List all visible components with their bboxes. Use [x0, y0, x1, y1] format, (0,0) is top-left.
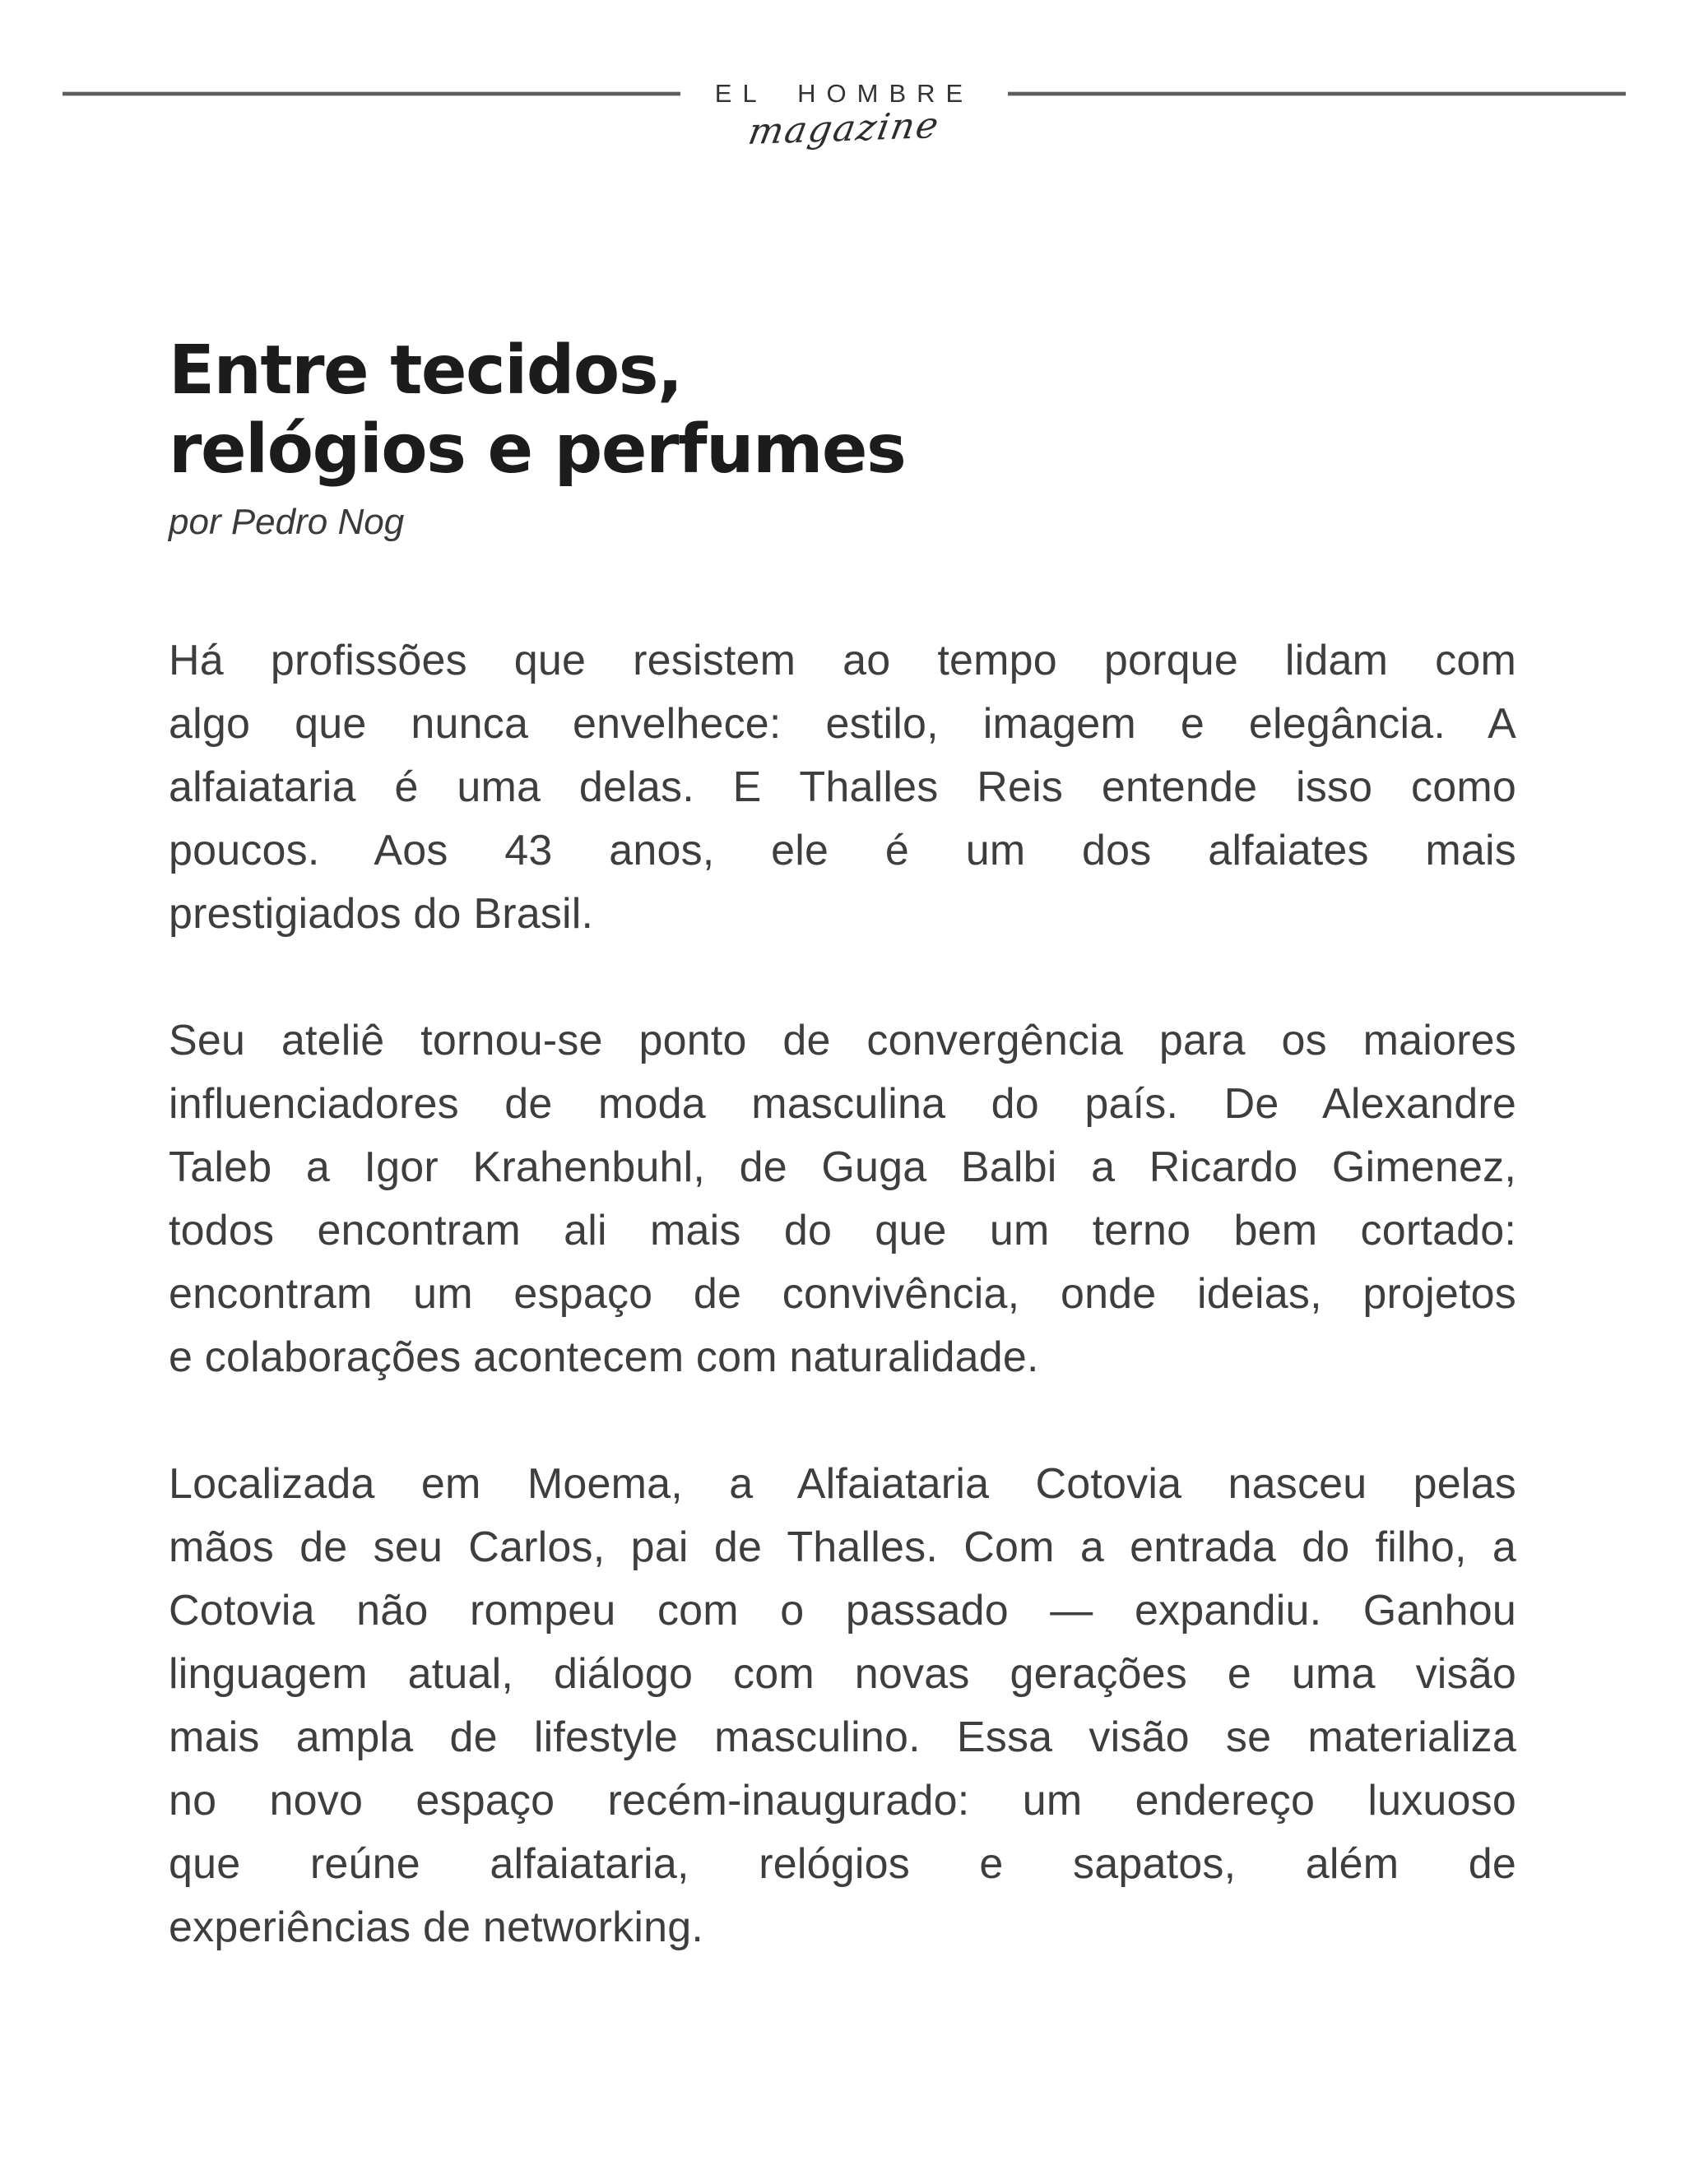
body-line: todos encontram ali mais do que um terno bem cortado: — [169, 1207, 1516, 1254]
masthead-rule-right — [1008, 92, 1626, 95]
body-line: prestigiados do Brasil. — [169, 890, 594, 938]
magazine-tagline: magazine — [745, 104, 944, 153]
body-line: Localizada em Moema, a Alfaiataria Cotovia nasceu pelas — [169, 1460, 1516, 1508]
body-line: linguagem atual, diálogo com novas gerações e uma visão — [169, 1650, 1516, 1698]
body-line: que reúne alfaiataria, relógios e sapatos, além de — [169, 1840, 1516, 1888]
paragraph-3 — [169, 1453, 1516, 1959]
masthead — [63, 78, 1626, 153]
body-line: algo que nunca envelhece: estilo, imagem e elegância. A — [169, 700, 1516, 748]
magazine-logo-block — [680, 78, 1008, 153]
body-line: mãos de seu Carlos, pai de Thalles. Com a entrada do filho, a — [169, 1523, 1516, 1571]
paragraph-1 — [169, 629, 1516, 946]
body-line: encontram um espaço de convivência, onde ideias, projetos — [169, 1270, 1516, 1318]
article-title-line-2: relógios e perfumes — [169, 410, 906, 489]
article-body — [169, 629, 1516, 1959]
article-byline: por Pedro Nog — [169, 502, 405, 542]
body-line: experiências de networking. — [169, 1903, 703, 1951]
paragraph-2 — [169, 1009, 1516, 1389]
body-line: no novo espaço recém-inaugurado: um endereço luxuoso — [169, 1777, 1516, 1825]
body-line: Há profissões que resistem ao tempo porque lidam com — [169, 637, 1516, 684]
masthead-rule-left — [63, 92, 680, 95]
body-line: Taleb a Igor Krahenbuhl, de Guga Balbi a Ricardo Gimenez, — [169, 1143, 1516, 1191]
body-line: mais ampla de lifestyle masculino. Essa visão se materializa — [169, 1713, 1516, 1761]
body-line: Seu ateliê tornou-se ponto de convergência para os maiores — [169, 1017, 1516, 1064]
body-line: e colaborações acontecem com naturalidade. — [169, 1333, 1039, 1381]
body-line: Cotovia não rompeu com o passado — expandiu. Ganhou — [169, 1587, 1516, 1635]
article-title-line-1: Entre tecidos, — [169, 332, 682, 410]
body-line: alfaiataria é uma delas. E Thalles Reis entende isso como — [169, 763, 1516, 811]
body-line: influenciadores de moda masculina do país. De Alexandre — [169, 1080, 1516, 1128]
body-line: poucos. Aos 43 anos, ele é um dos alfaiates mais — [169, 827, 1516, 874]
article — [0, 332, 1685, 1959]
article-title — [169, 332, 1516, 489]
magazine-logo: EL HOMBRE — [714, 79, 974, 108]
